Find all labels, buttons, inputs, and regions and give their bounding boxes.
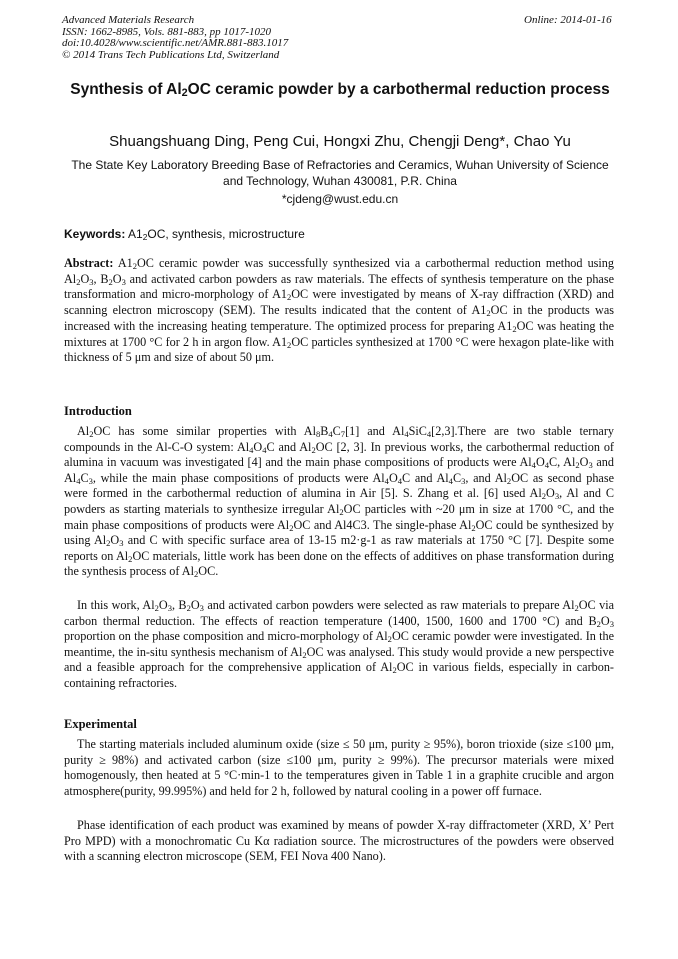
experimental-paragraph-1: The starting materials included aluminum oxide (size ≤ 50 μm, purity ≥ 95%), boron trioxide (size ≤100 μm, purity ≥ 98%) and activated carbon (size ≤100 μm, purity ≥ 99%). The precursor materials were mixed homogenously, then heated at 5 °C·min-1 to the temperatures given in Table 1 in a graphite crucible and argon atmosphere(purity, 99.995%) and held for 2 h, followed by natural cooling in a power off furnace. <box>64 737 614 798</box>
introduction-paragraph-2: In this work, $Al_2O_3$, $B_2O_3$ and activated carbon powders were selected as raw materials to prepare $Al_2OC$ via carbon thermal reduction. The effects of reaction temperature (1400, 1500, 1600 and 1700 °C) and $B_2O_3$ proportion on the phase composition and micro-morphology of $Al_2OC$ ceramic powder were investigated. In the meantime, the in-situ synthesis mechanism of $Al_2OC$ was analysed. This study would provide a new perspective and a feasible approach for the comprehensive application of $Al_2OC$ in various fields, especially in carbon-containing refractories. <box>64 598 614 690</box>
section-heading-experimental: Experimental <box>64 717 137 731</box>
introduction-paragraph-1: $Al_2OC$ has some similar properties with $Al_8B_4C_7[1]$ and $Al_4SiC_4[2,3].There$ are two stable ternary compounds in the Al-C-O system: $Al_4O_4C$ and $Al_2OC$ [2, 3]. In previous works, the carbothermal reduction of alumina in vacuum was investigated [4] and the main phase compositions of products were $Al_4O_4C$, $Al_2O_3$ and $Al_4C_3$, while the main phase compositions of products were $Al_4O_4C$ and $Al_4C_3$, and $Al_2OC$ as second phase were formed in the carbothermal reduction of alumina in Air [5]. S. Zhang et al. [6] used $Al_2O_3$, Al and C powders as starting materials to synthesize irregular $Al_2OC$ particles with ~20 μm in size at 1700 °C, and the main phase compositions of products were $Al_2OC$ and Al4C3. The single-phase $Al_2OC$ could be synthesized by using $Al_2O_3$ and C with specific surface area of 13-15 m2·g-1 as raw materials at 1750 °C [7]. Despite some reports on $Al_2OC$ materials, little work has been done on the effects of additives on phase transformation during the synthesis process of $Al_2OC$. <box>64 424 615 580</box>
abstract-label: Abstract: <box>64 256 114 270</box>
issn-line: ISSN: 1662-8985, Vols. 881-883, pp 1017-1020 <box>62 25 271 38</box>
contact-email: *cjdeng@wust.edu.cn <box>281 192 399 206</box>
abstract: Abstract: $A1_2OC$ ceramic powder was successfully synthesized via a carbothermal reduction method using $Al_2O_3$, $B_2O_3$ and activated carbon powders as raw materials. The effects of synthesis temperature on the phase transformation and micro-morphology of $A1_2OC$ were investigated by means of X-ray diffraction (XRD) and scanning electron microscopy (SEM). The results indicated that the content of $A1_2OC$ in the products was increased with the increasing heating temperature. The optimized process for preparing $A1_2OC$ was heating the mixtures at 1700 °C for 2 h in argon flow. $A1_2OC$ particles synthesized at 1700 °C were hexagon plate-like with thickness of 5 μm and size of about 50 μm. <box>64 256 615 365</box>
author-list: Shuangshuang Ding, Peng Cui, Hongxi Zhu, Chengji Deng*, Chao Yu <box>109 133 571 150</box>
keywords: Keywords: $A1_2OC$, synthesis, microstructure <box>64 227 305 242</box>
journal-header <box>62 15 288 61</box>
copyright-line: © 2014 Trans Tech Publications Ltd, Switzerland <box>62 48 280 61</box>
journal-name: Advanced Materials Research <box>62 14 195 26</box>
experimental-paragraph-2: Phase identification of each product was examined by means of powder X-ray diffractometer (XRD, X’ Pert Pro MPD) with a monochromatic Cu Kα radiation source. The microstructures of the powders were observed with a scanning electron microscope (SEM, FEI Nova 400 Nano). <box>64 818 614 864</box>
paper-title: Synthesis of $Al_2OC$ ceramic powder by a carbothermal reduction process <box>70 81 610 99</box>
online-date: Online: 2014-01-16 <box>524 14 612 26</box>
section-heading-introduction: Introduction <box>64 404 132 418</box>
affiliation: The State Key Laboratory Breeding Base of Refractories and Ceramics, Wuhan University of Science and Technology, Wuhan 430081, P.R. China <box>71 158 609 188</box>
doi-line: doi:10.4028/www.scientific.net/AMR.881-883.1017 <box>62 37 289 49</box>
keywords-label: Keywords: <box>64 227 126 241</box>
